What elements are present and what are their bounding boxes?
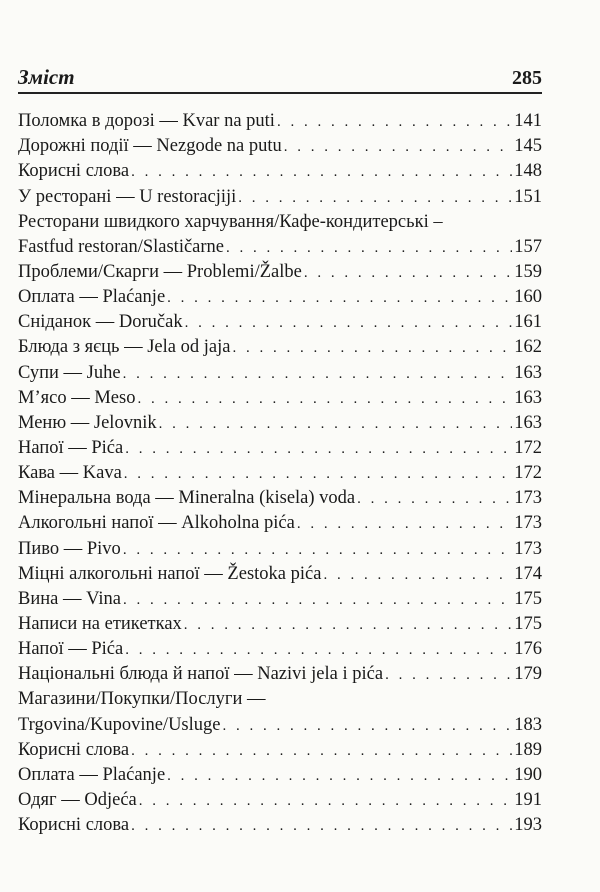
toc-entry-title: Одяг — Odjeća <box>18 789 137 810</box>
toc-row <box>18 639 542 660</box>
toc-entry-title: Напої — Pića <box>18 639 124 660</box>
toc-entry-title: У ресторані — U restoracjiji <box>18 186 237 207</box>
toc-entry-page: 174 <box>514 563 542 584</box>
dot-leader <box>323 567 512 584</box>
toc-entry-title: Кава — Kava <box>18 463 122 484</box>
dot-leader <box>125 642 512 659</box>
toc-entry <box>18 790 542 815</box>
dot-leader <box>226 240 512 257</box>
toc-row <box>18 136 542 157</box>
toc-row <box>18 539 542 560</box>
toc-entry-title: Ресторани швидкого харчування/Кафе-кондитерські – <box>18 211 443 232</box>
toc-entry <box>18 161 542 186</box>
toc-entry <box>18 362 542 387</box>
toc-entry-page: 141 <box>514 111 542 132</box>
toc-entry-page: 163 <box>514 362 542 383</box>
toc-entry-title: Пиво — Pivo <box>18 538 121 559</box>
toc-entry-page: 175 <box>514 588 542 609</box>
toc-entry <box>18 136 542 161</box>
dot-leader <box>131 164 512 181</box>
toc-entry-title: Trgovina/Kupovine/Usluge <box>18 714 221 735</box>
toc-entry-page: 172 <box>514 437 542 458</box>
toc-entry-page: 163 <box>514 412 542 433</box>
toc-row <box>18 715 542 736</box>
toc-entry-title: Напої — Pića <box>18 437 124 458</box>
toc-entry-title: Національні блюда й напої — Nazivi jela i pića <box>18 664 384 685</box>
toc-entry-page: 193 <box>514 815 542 836</box>
toc-entry-page: 189 <box>514 739 542 760</box>
dot-leader <box>238 190 512 207</box>
toc-entry <box>18 664 542 689</box>
dot-leader <box>159 416 513 433</box>
toc-entry-title: Алкогольні напої — Alkoholna pića <box>18 513 295 534</box>
dot-leader <box>184 617 512 634</box>
toc-row <box>18 337 542 358</box>
toc-entry <box>18 488 542 513</box>
toc-entry <box>18 111 542 136</box>
toc-row <box>18 413 542 434</box>
toc-entry <box>18 413 542 438</box>
toc-entry-title: Дорожні події — Nezgode na putu <box>18 136 282 157</box>
toc-entry-page: 173 <box>514 488 542 509</box>
toc-entry-title: Вина — Vina <box>18 588 121 609</box>
dot-leader <box>385 667 512 684</box>
toc-entry <box>18 614 542 639</box>
toc-entry-title: Корисні слова <box>18 161 130 182</box>
dot-leader <box>123 366 513 383</box>
toc-row <box>18 664 542 685</box>
dot-leader <box>357 491 512 508</box>
toc-entry-page: 159 <box>514 261 542 282</box>
toc-entry-title: Корисні слова <box>18 815 130 836</box>
toc-entry <box>18 262 542 287</box>
toc-entry-page: 183 <box>514 714 542 735</box>
toc-entry-page: 162 <box>514 337 542 358</box>
toc-entry-title: Поломка в дорозі — Kvar na puti <box>18 111 275 132</box>
toc-entry-page: 173 <box>514 538 542 559</box>
toc-entry <box>18 463 542 488</box>
toc-row <box>18 689 542 710</box>
toc-entry-page: 176 <box>514 639 542 660</box>
toc-entry-title: Блюда з яєць — Jela od jaja <box>18 337 231 358</box>
toc-entry-title: Меню — Jelovnik <box>18 412 157 433</box>
dot-leader <box>137 391 512 408</box>
dot-leader <box>131 743 512 760</box>
toc-row <box>18 815 542 836</box>
toc-entry-page: 191 <box>514 789 542 810</box>
toc-entry-title: Проблеми/Скарги — Problemi/Žalbe <box>18 261 302 282</box>
toc-entry-page: 190 <box>514 764 542 785</box>
toc-entry-page: 148 <box>514 161 542 182</box>
toc-row <box>18 187 542 208</box>
toc-row <box>18 765 542 786</box>
toc-entry <box>18 740 542 765</box>
toc-entry-page: 175 <box>514 613 542 634</box>
toc-row <box>18 312 542 333</box>
dot-leader <box>277 114 512 131</box>
toc-entry-page: 145 <box>514 136 542 157</box>
toc-entry <box>18 564 542 589</box>
toc-entry-page: 163 <box>514 387 542 408</box>
toc-row <box>18 262 542 283</box>
header-page-number: 285 <box>512 67 542 89</box>
toc-entry-page: 173 <box>514 513 542 534</box>
toc-entry-page: 157 <box>514 236 542 257</box>
toc-entry-title: Міцні алкогольні напої — Žestoka pića <box>18 563 322 584</box>
dot-leader <box>167 290 512 307</box>
toc-entry-title: Fastfud restoran/Slastičarne <box>18 236 225 257</box>
toc-entry-title: М’ясо — Meso <box>18 387 136 408</box>
toc-row <box>18 388 542 409</box>
dot-leader <box>125 441 512 458</box>
toc-row <box>18 161 542 182</box>
toc-entry-title: Написи на етикетках <box>18 613 182 634</box>
toc-entry-page: 160 <box>514 287 542 308</box>
toc-entry <box>18 639 542 664</box>
toc-entry-page: 172 <box>514 463 542 484</box>
toc-row <box>18 790 542 811</box>
dot-leader <box>284 139 512 156</box>
toc-row <box>18 614 542 635</box>
toc-row <box>18 513 542 534</box>
toc-entry-title: Супи — Juhe <box>18 362 121 383</box>
toc-row <box>18 438 542 459</box>
toc-entry <box>18 815 542 840</box>
dot-leader <box>124 466 512 483</box>
toc-entry <box>18 689 542 714</box>
toc-entry <box>18 212 542 237</box>
toc-entry <box>18 237 542 262</box>
toc-row <box>18 463 542 484</box>
toc-row <box>18 589 542 610</box>
toc-entry <box>18 438 542 463</box>
toc-entry <box>18 337 542 362</box>
toc-entry <box>18 538 542 563</box>
dot-leader <box>167 768 512 785</box>
running-header <box>18 60 542 94</box>
toc-entry-page: 151 <box>514 186 542 207</box>
toc-row <box>18 740 542 761</box>
toc-row <box>18 488 542 509</box>
header-title: Зміст <box>18 65 75 89</box>
toc-entry <box>18 513 542 538</box>
toc-entry-title: Сніданок — Doručak <box>18 312 183 333</box>
toc-row <box>18 564 542 585</box>
table-of-contents <box>18 111 542 840</box>
toc-row <box>18 363 542 384</box>
dot-leader <box>123 542 512 559</box>
dot-leader <box>131 818 512 835</box>
dot-leader <box>123 592 512 609</box>
dot-leader <box>139 793 512 810</box>
toc-entry-title: Оплата — Plaćanje <box>18 287 166 308</box>
toc-entry <box>18 312 542 337</box>
toc-entry <box>18 388 542 413</box>
dot-leader <box>232 340 512 357</box>
dot-leader <box>185 315 513 332</box>
toc-row <box>18 237 542 258</box>
toc-row <box>18 212 542 233</box>
toc-entry <box>18 714 542 739</box>
dot-leader <box>222 718 512 735</box>
dot-leader <box>297 516 512 533</box>
toc-entry-title: Корисні слова <box>18 739 130 760</box>
toc-entry-page: 179 <box>514 664 542 685</box>
toc-entry <box>18 287 542 312</box>
dot-leader <box>304 265 512 282</box>
toc-entry <box>18 589 542 614</box>
toc-entry-page: 161 <box>514 312 542 333</box>
toc-entry <box>18 186 542 211</box>
toc-entry-title: Магазини/Покупки/Послуги — <box>18 689 266 710</box>
toc-entry <box>18 765 542 790</box>
toc-row <box>18 111 542 132</box>
toc-entry-title: Мінеральна вода — Mineralna (kisela) voda <box>18 488 356 509</box>
toc-row <box>18 287 542 308</box>
toc-entry-title: Оплата — Plaćanje <box>18 764 166 785</box>
